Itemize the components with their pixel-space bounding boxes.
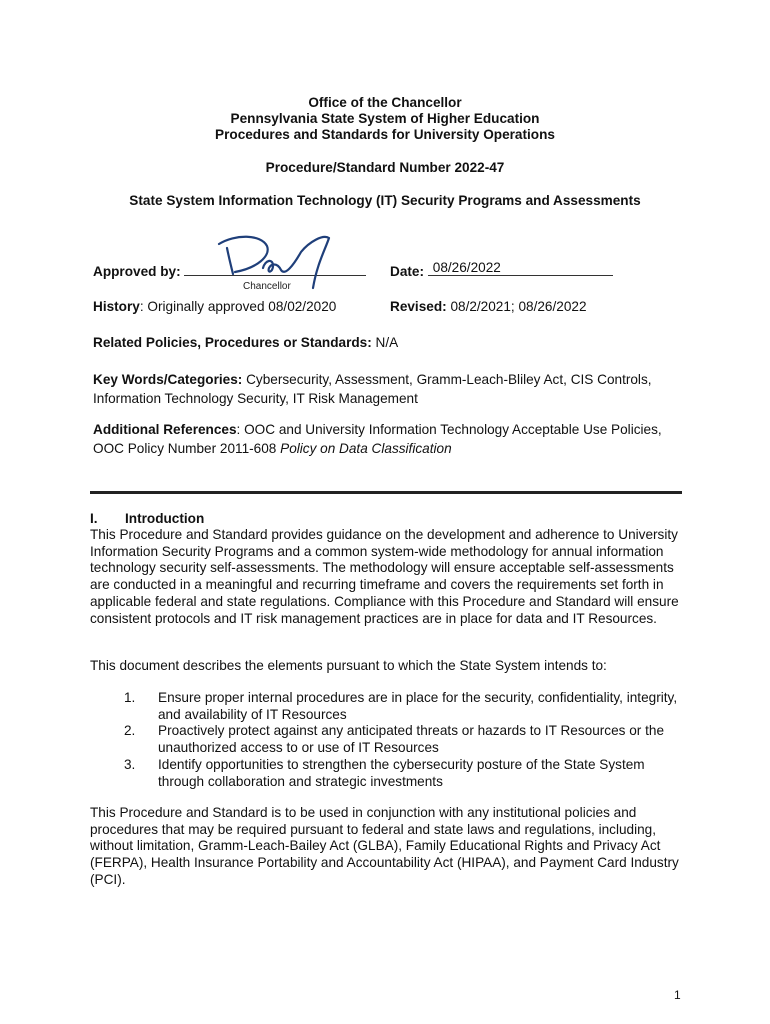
intro-paragraph: This Procedure and Standard provides guidance on the development and adherence to University Information Security Programs and a common system-wide methodology for annual information technology security self-assessments. The methodology will ensure acceptable self-assessments are conducted in a meaningful and recurring timeframe and covers the requirements set forth in applicable federal and state regulations. Compliance with this Procedure and Standard will ensure consistent protocols and IT risk management practices are in place for data and IT Resources. [90, 527, 679, 626]
system-title: Pennsylvania State System of Higher Education [230, 111, 540, 126]
related-policies [93, 334, 693, 351]
keywords-value: Cybersecurity, Assessment, Gramm-Leach-Bliley Act, CIS Controls, Information Technology Security, IT Risk Management [93, 372, 652, 406]
approved-by-label: Approved by: [93, 264, 181, 279]
signer-title: Chancellor [243, 281, 291, 292]
list-number: 2. [124, 723, 136, 739]
related-label: Related Policies, Procedures or Standards: [93, 335, 372, 350]
section-numeral: I. [90, 511, 98, 526]
references-block [93, 420, 683, 458]
procedure-number: Procedure/Standard Number 2022-47 [265, 160, 505, 175]
conjunction-paragraph: This Procedure and Standard is to be used in conjunction with any institutional policies and procedures that may be required pursuant to federal and state laws and regulations, including, without limitation, Gramm-Leach-Bailey Act (GLBA), Family Educational Rights and Privacy Act (FERPA), Health Insurance Portability and Accountability Act (HIPAA), and Payment Card Industry (PCI). [90, 805, 679, 887]
office-title: Office of the Chancellor [308, 95, 462, 110]
list-text: Identify opportunities to strengthen the cybersecurity posture of the State System through collaboration and strategic investments [158, 756, 645, 789]
references-value: : OOC and University Information Technology Acceptable Use Policies, OOC Policy Number 2011-608 [93, 422, 662, 456]
history-value: : Originally approved 08/02/2020 [139, 299, 337, 314]
revised-label: Revised: [390, 299, 447, 314]
section-divider [90, 491, 682, 494]
intent-list [90, 690, 690, 790]
document-title: State System Information Technology (IT) Security Programs and Assessments [129, 193, 641, 208]
intent-paragraph: This document describes the elements pursuant to which the State System intends to: [90, 658, 607, 673]
related-value: N/A [371, 335, 399, 350]
procedures-title: Procedures and Standards for University Operations [215, 127, 555, 142]
section-heading: Introduction [125, 511, 205, 526]
list-text: Ensure proper internal procedures are in place for the security, confidentiality, integrity, and availability of IT Resources [158, 690, 678, 722]
date-row [390, 262, 630, 280]
revised-value: 08/2/2021; 08/26/2022 [446, 299, 587, 314]
list-number: 1. [124, 690, 136, 705]
page-number: 1 [674, 988, 681, 1002]
list-item [90, 723, 690, 756]
list-text: Proactively protect against any anticipated threats or hazards to IT Resources or the unauthorized access to or use of IT Resources [158, 723, 665, 756]
references-italic-title: Policy on Data Classification [280, 441, 452, 456]
history-row [93, 298, 383, 315]
date-line [428, 262, 613, 276]
list-item [90, 757, 690, 790]
references-label: Additional References [93, 422, 237, 437]
date-label: Date: [390, 264, 424, 279]
keywords-block [93, 370, 683, 408]
list-number: 3. [124, 756, 136, 772]
date-value: 08/26/2022 [432, 260, 501, 275]
keywords-label: Key Words/Categories: [93, 372, 243, 387]
history-label: History [93, 299, 140, 314]
revised-row [390, 298, 690, 315]
list-item [90, 690, 690, 723]
